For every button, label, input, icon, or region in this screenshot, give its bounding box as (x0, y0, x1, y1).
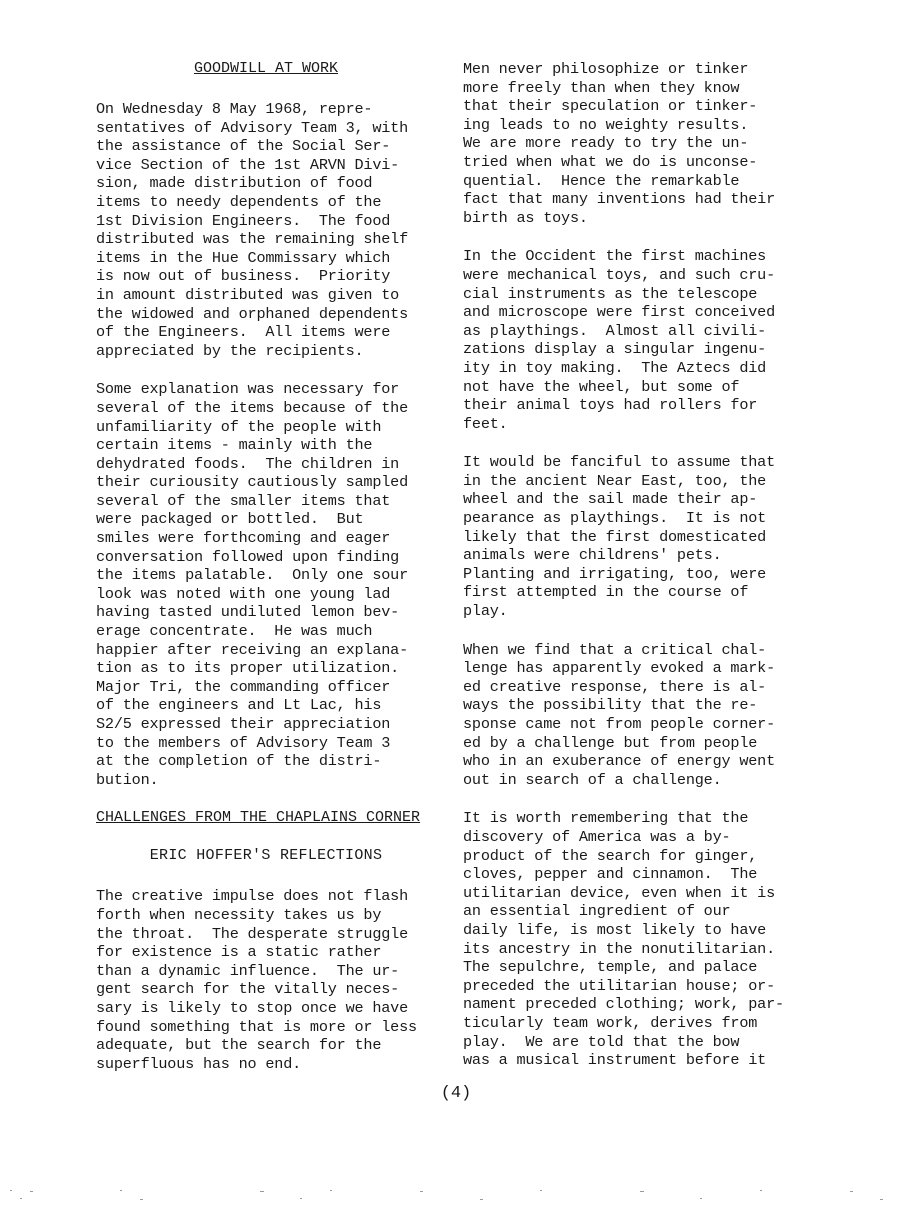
text-line: ity in toy making. The Aztecs did (463, 358, 767, 377)
text-line: distributed was the remaining shelf (96, 230, 408, 249)
text-line: first attempted in the course of (463, 583, 749, 602)
text-line: zations display a singular ingenu- (463, 340, 767, 359)
text-line: ticularly team work, derives from (463, 1013, 758, 1032)
text-line: The sepulchre, temple, and palace (463, 958, 758, 977)
text-line: In the Occident the first machines (463, 247, 767, 266)
text-line: in amount distributed was given to (96, 285, 400, 304)
text-line: erage concentrate. He was much (96, 622, 373, 641)
text-line: ed by a challenge but from people (463, 733, 758, 752)
text-line: forth when necessity takes us by (96, 905, 382, 924)
right-column (463, 60, 793, 1090)
text-line: feet. (463, 414, 508, 433)
text-line: its ancestry in the nonutilitarian. (463, 939, 775, 958)
text-line: of the engineers and Lt Lac, his (96, 696, 382, 715)
left-paragraph-1 (96, 100, 436, 360)
text-line: not have the wheel, but some of (463, 377, 740, 396)
text-line: play. We are told that the bow (463, 1032, 740, 1051)
text-line: having tasted undiluted lemon bev- (96, 603, 400, 622)
text-line: to the members of Advisory Team 3 (96, 733, 391, 752)
text-line: several of the smaller items that (96, 491, 391, 510)
text-line: likely that the first domesticated (463, 527, 767, 546)
text-line: discovery of America was a by- (463, 827, 731, 846)
text-line: who in an exuberance of energy went (463, 752, 775, 771)
text-line: were packaged or bottled. But (96, 510, 364, 529)
text-line: bution. (96, 770, 159, 789)
text-line: On Wednesday 8 May 1968, repre- (96, 100, 373, 118)
text-line: out in search of a challenge. (463, 770, 722, 789)
right-paragraph-4 (463, 641, 793, 790)
text-line: daily life, is most likely to have (463, 920, 767, 939)
text-line: is now out of business. Priority (96, 267, 391, 286)
text-line: ed creative response, there is al- (463, 677, 767, 696)
text-line: found something that is more or less (96, 1017, 417, 1036)
text-line: ing leads to no weighty results. (463, 115, 749, 134)
text-line: as playthings. Almost all civili- (463, 321, 767, 340)
text-line: that their speculation or tinker- (463, 97, 758, 116)
text-line: and microscope were first conceived (463, 303, 775, 322)
text-line: cloves, pepper and cinnamon. The (463, 865, 758, 884)
text-line: lenge has apparently evoked a mark- (463, 659, 775, 678)
text-line: dehydrated foods. The children in (96, 454, 400, 473)
text-line: The creative impulse does not flash (96, 887, 408, 906)
text-line: for existence is a static rather (96, 943, 382, 962)
text-line: cial instruments as the telescope (463, 284, 758, 303)
text-line: It would be fanciful to assume that (463, 453, 775, 472)
text-line: utilitarian device, even when it is (463, 883, 775, 902)
text-line: look was noted with one young lad (96, 584, 391, 603)
scan-artifact-dots (0, 1184, 912, 1204)
text-line: than a dynamic influence. The ur- (96, 961, 400, 980)
text-line: When we find that a critical chal- (463, 640, 767, 659)
text-line: play. (463, 602, 508, 621)
text-line: items in the Hue Commissary which (96, 248, 391, 267)
text-line: the assistance of the Social Ser- (96, 137, 391, 156)
text-line: animals were childrens' pets. (463, 546, 722, 565)
text-line: pearance as playthings. It is not (463, 509, 767, 528)
text-line: sion, made distribution of food (96, 174, 373, 193)
text-line: nament preceded clothing; work, par- (463, 995, 784, 1014)
text-line: an essential ingredient of our (463, 902, 731, 921)
text-line: wheel and the sail made their ap- (463, 490, 758, 509)
text-line: preceded the utilitarian house; or- (463, 976, 775, 995)
text-line: were mechanical toys, and such cru- (463, 265, 775, 284)
text-line: S2/5 expressed their appreciation (96, 715, 391, 733)
text-line: fact that many inventions had their (463, 190, 775, 209)
text-line: Men never philosophize or tinker (463, 60, 749, 78)
page-number: (4) (440, 1084, 472, 1103)
section-subheading: ERIC HOFFER'S REFLECTIONS (149, 847, 383, 865)
text-line: ways the possibility that the re- (463, 696, 758, 715)
right-paragraph-1 (463, 60, 793, 227)
text-line: Major Tri, the commanding officer (96, 677, 391, 696)
text-line: adequate, but the search for the (96, 1036, 382, 1055)
text-line: items to needy dependents of the (96, 192, 382, 211)
text-line: product of the search for ginger, (463, 846, 758, 865)
text-line: sentatives of Advisory Team 3, with (96, 118, 408, 137)
text-line: birth as toys. (463, 208, 588, 227)
right-paragraph-5 (463, 809, 793, 1069)
section-heading: CHALLENGES FROM THE CHAPLAINS CORNER (96, 809, 421, 827)
text-line: Planting and irrigating, too, were (463, 564, 767, 583)
text-line: sponse came not from people corner- (463, 715, 775, 733)
text-line: superfluous has no end. (96, 1054, 302, 1073)
text-line: of the Engineers. All items were (96, 323, 391, 342)
text-line: at the completion of the distri- (96, 752, 382, 771)
text-line: tion as to its proper utilization. (96, 659, 400, 678)
text-line: vice Section of the 1st ARVN Divi- (96, 155, 400, 174)
text-line: their animal toys had rollers for (463, 396, 758, 415)
text-line: the throat. The desperate struggle (96, 924, 408, 943)
text-line: 1st Division Engineers. The food (96, 211, 391, 230)
text-line: tried when what we do is unconse- (463, 152, 758, 171)
text-line: quential. Hence the remarkable (463, 171, 740, 190)
text-line: smiles were forthcoming and eager (96, 529, 391, 548)
left-paragraph-2 (96, 380, 436, 789)
text-line: unfamiliarity of the people with (96, 417, 382, 436)
text-line: several of the items because of the (96, 398, 408, 417)
text-line: happier after receiving an explana- (96, 640, 408, 659)
text-line: sary is likely to stop once we have (96, 998, 408, 1017)
text-line: more freely than when they know (463, 78, 740, 97)
text-line: We are more ready to try the un- (463, 134, 749, 153)
text-line: Some explanation was necessary for (96, 380, 400, 399)
right-paragraph-3 (463, 453, 793, 620)
text-line: the items palatable. Only one sour (96, 566, 408, 585)
text-line: appreciated by the recipients. (96, 341, 364, 360)
right-paragraph-2 (463, 247, 793, 433)
text-line: the widowed and orphaned dependents (96, 304, 408, 323)
text-line: conversation followed upon finding (96, 547, 400, 566)
left-paragraph-3 (96, 887, 436, 1073)
text-line: gent search for the vitally neces- (96, 980, 400, 999)
left-column (96, 60, 436, 1093)
text-line: their curiousity cautiously sampled (96, 473, 408, 492)
text-line: It is worth remembering that the (463, 809, 749, 828)
text-line: was a musical instrument before it (463, 1051, 767, 1070)
article-title: GOODWILL AT WORK (193, 60, 339, 77)
text-line: in the ancient Near East, too, the (463, 471, 767, 490)
text-line: certain items - mainly with the (96, 436, 373, 455)
